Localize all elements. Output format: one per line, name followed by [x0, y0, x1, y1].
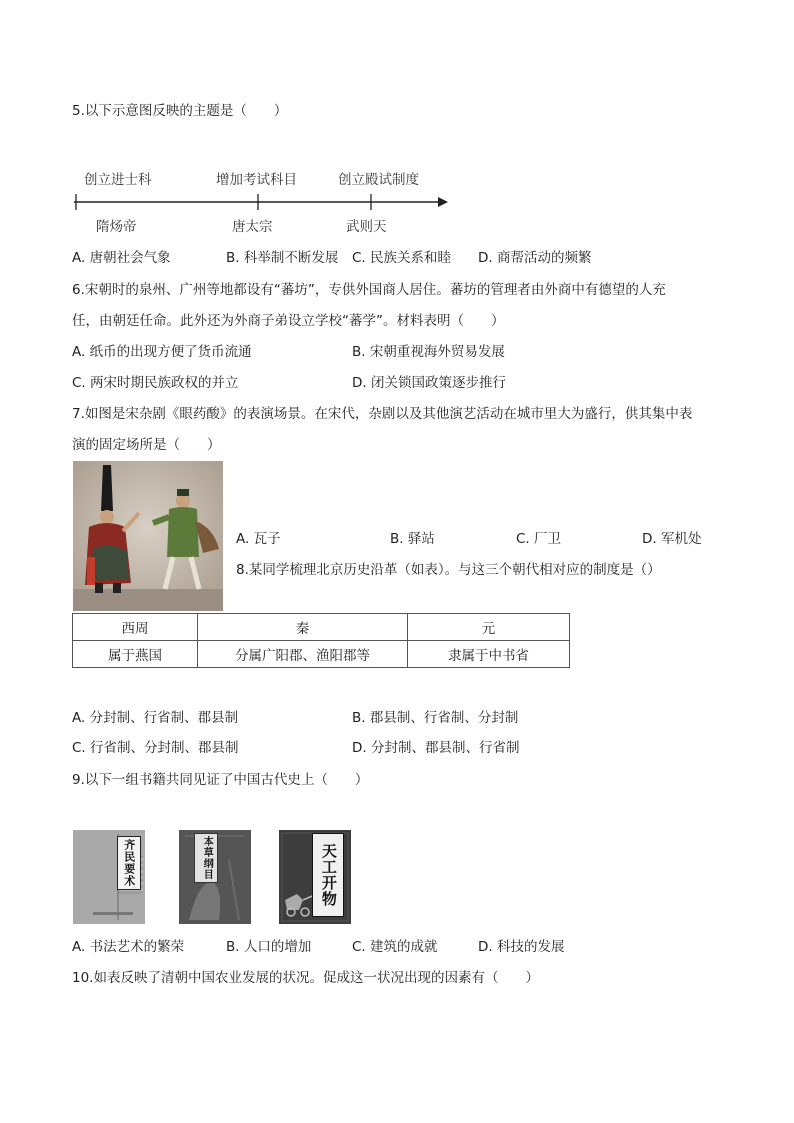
q5-option-d[interactable]: D. 商帮活动的频繁 — [478, 250, 592, 266]
q7-stem-line1: 7.如图是宋杂剧《眼药酸》的表演场景。在宋代，杂剧以及其他演艺活动在城市里大为盛行，供其集中表 — [72, 406, 693, 422]
q9-option-c[interactable]: C. 建筑的成就 — [352, 939, 438, 955]
q7-option-b[interactable]: B. 驿站 — [390, 531, 435, 547]
q7-stem-line2: 演的固定场所是（ ） — [72, 437, 221, 453]
table-row — [73, 641, 570, 668]
table-header-row — [73, 614, 570, 641]
q8-option-d[interactable]: D. 分封制、郡县制、行省制 — [352, 740, 520, 756]
timeline-top-label-1: 创立进士科 — [84, 172, 152, 188]
table-header-cell: 元 — [408, 614, 570, 641]
q9-option-d[interactable]: D. 科技的发展 — [478, 939, 565, 955]
q5-timeline — [72, 190, 452, 214]
book-title-text: 本草纲目 — [201, 836, 213, 880]
q9-stem: 9.以下一组书籍共同见证了中国古代史上（ ） — [72, 772, 369, 788]
book-title-2 — [194, 833, 218, 883]
table-cell: 隶属于中书省 — [408, 641, 570, 668]
book-title-text: 天工开物 — [319, 843, 338, 907]
opera-photo — [73, 461, 223, 611]
q9-option-a[interactable]: A. 书法艺术的繁荣 — [72, 939, 185, 955]
q8-option-a[interactable]: A. 分封制、行省制、郡县制 — [72, 710, 239, 726]
q8-stem: 8.某同学梳理北京历史沿革（如表）。与这三个朝代相对应的制度是（） — [236, 562, 661, 578]
q6-option-a[interactable]: A. 纸币的出现方便了货币流通 — [72, 344, 252, 360]
q8-option-c[interactable]: C. 行省制、分封制、郡县制 — [72, 740, 239, 756]
book-title-text: 齐民要术 — [122, 839, 136, 887]
q7-option-c[interactable]: C. 厂卫 — [516, 531, 562, 547]
q8-history-table — [72, 613, 570, 668]
q10-stem: 10.如表反映了清朝中国农业发展的状况。促成这一状况出现的因素有（ ） — [72, 970, 539, 986]
table-cell: 属于燕国 — [73, 641, 198, 668]
q5-option-a[interactable]: A. 唐朝社会气象 — [72, 250, 171, 266]
book-title-3 — [312, 833, 344, 917]
table-header-cell: 西周 — [73, 614, 198, 641]
q6-stem-line1: 6.宋朝时的泉州、广州等地都设有“蕃坊”，专供外国商人居住。蕃坊的管理者由外商中有德望的人充 — [72, 282, 666, 298]
timeline-bottom-label-3: 武则天 — [346, 219, 387, 235]
q6-option-d[interactable]: D. 闭关锁国政策逐步推行 — [352, 375, 506, 391]
q6-option-c[interactable]: C. 两宋时期民族政权的并立 — [72, 375, 239, 391]
q5-stem: 5.以下示意图反映的主题是（ ） — [72, 103, 288, 119]
timeline-top-label-3: 创立殿试制度 — [338, 172, 419, 188]
q9-option-b[interactable]: B. 人口的增加 — [226, 939, 312, 955]
q8-option-b[interactable]: B. 郡县制、行省制、分封制 — [352, 710, 519, 726]
q6-option-b[interactable]: B. 宋朝重视海外贸易发展 — [352, 344, 505, 360]
book-title-1 — [117, 836, 141, 890]
timeline-arrowhead — [438, 197, 448, 207]
q6-stem-line2: 任，由朝廷任命。此外还为外商子弟设立学校“蕃学”。材料表明（ ） — [72, 313, 505, 329]
q5-option-b[interactable]: B. 科举制不断发展 — [226, 250, 339, 266]
table-cell: 分属广阳郡、渔阳郡等 — [198, 641, 408, 668]
q5-option-c[interactable]: C. 民族关系和睦 — [352, 250, 452, 266]
q7-option-d[interactable]: D. 军机处 — [642, 531, 702, 547]
timeline-bottom-label-2: 唐太宗 — [232, 219, 273, 235]
timeline-bottom-label-1: 隋炀帝 — [96, 219, 137, 235]
table-header-cell: 秦 — [198, 614, 408, 641]
timeline-top-label-2: 增加考试科目 — [216, 172, 297, 188]
q7-option-a[interactable]: A. 瓦子 — [236, 531, 281, 547]
